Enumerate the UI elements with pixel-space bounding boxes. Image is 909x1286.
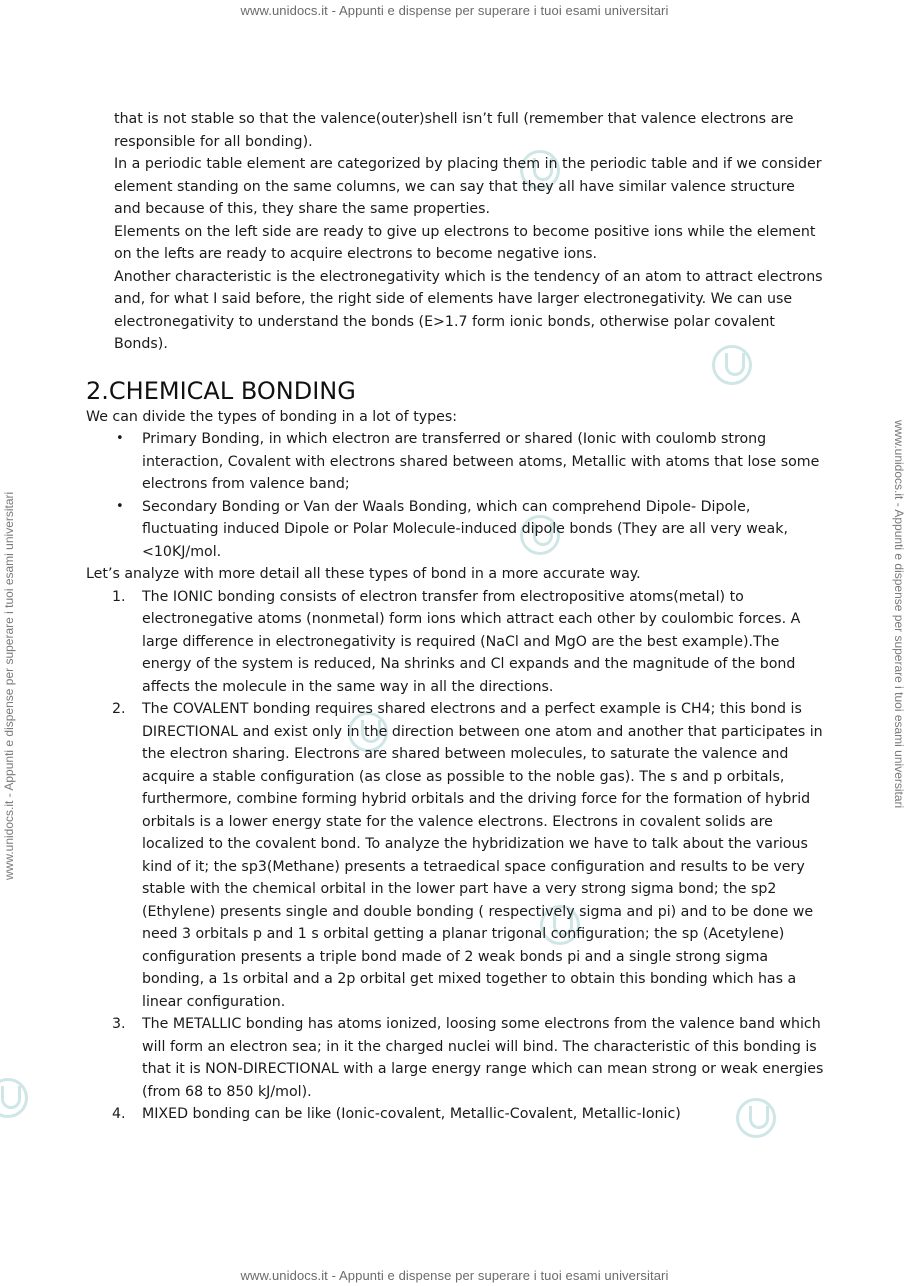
logo-watermark-icon <box>0 1078 28 1118</box>
list-item-text: Primary Bonding, in which electron are transferred or shared (Ionic with coulomb strong interaction, Covalent with electrons shared between atoms, Metallic with atoms that lose some electrons from valence band; <box>142 431 820 492</box>
list-item <box>86 698 826 1013</box>
list-number: 1. <box>112 588 126 605</box>
bond-details-list <box>86 586 826 1126</box>
list-item-text: Secondary Bonding or Van der Waals Bonding, which can comprehend Dipole- Dipole, fluctuating induced Dipole or Polar Molecule-induced dipole bonds (They are all very weak, <10KJ/mol. <box>142 498 788 560</box>
intro-paragraph: In a periodic table element are categorized by placing them in the periodic table and if we consider element standing on the same columns, we can say that they all have similar valence structure and because of this, they share the same properties. <box>114 156 822 217</box>
list-item <box>86 496 826 564</box>
bullet-icon: • <box>116 498 124 514</box>
transition-sentence: Let’s analyze with more detail all these types of bond in a more accurate way. <box>86 566 641 582</box>
bonding-types-list <box>86 428 826 563</box>
list-number: 4. <box>112 1106 126 1122</box>
intro-paragraph: Another characteristic is the electronegativity which is the tendency of an atom to attract electrons and, for what I said before, the right side of elements have larger electronegativity. We can use electronegativity to understand the bonds (E>1.7 form ionic bonds, otherwise polar covalent Bonds). <box>114 268 823 352</box>
list-item <box>86 1013 826 1103</box>
header-watermark: www.unidocs.it - Appunti e dispense per superare i tuoi esami universitari <box>240 3 669 18</box>
list-item-text: MIXED bonding can be like (Ionic-covalent, Metallic-Covalent, Metallic-Ionic) <box>142 1106 681 1122</box>
list-item <box>86 586 826 699</box>
list-number: 3. <box>112 1016 126 1032</box>
right-side-watermark: www.unidocs.it - Appunti e dispense per superare i tuoi esami universitari <box>892 420 906 809</box>
list-item-text: The COVALENT bonding requires shared electrons and a perfect example is CH4; this bond is DIRECTIONAL and exist only in the direction between one atom and another that participates in the electron sharing. Electrons are shared between molecules, to saturate the valence and acquire a stable configuration (as close as possible to the noble gas). The s and p orbitals, furthermore, combine forming hybrid orbitals and the driving force for the formation of hybrid orbitals is a lower energy state for the valence electrons. Electrons in covalent solids are localized to the covalent bond. To analyze the hybridization we have to talk about the various kind of it; the sp3(Methane) presents a tetraedical space configuration and results to be very stable with the chemical orbital in the lower part have a very strong sigma bond; the sp2 (Ethylene) presents single and double bonding ( respectively sigma and pi) and to be done we need 3 orbitals p and 1 s orbital getting a planar trigonal configuration; the sp (Acetylene) configuration presents a triple bond made of 2 weak bonds pi and a single strong sigma bonding, a 1s orbital and a 2p orbital get mixed together to obtain this bonding which has a linear configuration. <box>142 701 823 1010</box>
document-body <box>86 108 826 1126</box>
section-lead: We can divide the types of bonding in a lot of types: <box>86 408 458 425</box>
list-item <box>86 1103 826 1126</box>
list-item-text: The METALLIC bonding has atoms ionized, loosing some electrons from the valence band which will form an electron sea; in it the charged nuclei will bind. The characteristic of this bonding is that it is NON-DIRECTIONAL with a large energy range which can mean strong or weak energies (from 68 to 850 kJ/mol). <box>142 1016 824 1100</box>
intro-paragraph: that is not stable so that the valence(outer)shell isn’t full (remember that valence electrons are responsible for all bonding). <box>114 111 794 150</box>
bullet-icon: • <box>116 431 124 446</box>
list-number: 2. <box>112 701 126 717</box>
footer-watermark: www.unidocs.it - Appunti e dispense per superare i tuoi esami universitari <box>240 1268 669 1283</box>
section-heading: 2.CHEMICAL BONDING <box>86 376 356 405</box>
list-item-text: The IONIC bonding consists of electron transfer from electropositive atoms(metal) to electronegative atoms (nonmetal) form ions which attract each other by coulombic forces. A large difference in electronegativity is required (NaCl and MgO are the best example).The energy of the system is reduced, Na shrinks and Cl expands and the magnitude of the bond affects the molecule in the same way in all the directions. <box>142 588 801 695</box>
left-side-watermark: www.unidocs.it - Appunti e dispense per superare i tuoi esami universitari <box>2 491 16 880</box>
intro-paragraph: Elements on the left side are ready to give up electrons to become positive ions while the element on the lefts are ready to acquire electrons to become negative ions. <box>114 223 816 262</box>
list-item <box>86 428 826 496</box>
